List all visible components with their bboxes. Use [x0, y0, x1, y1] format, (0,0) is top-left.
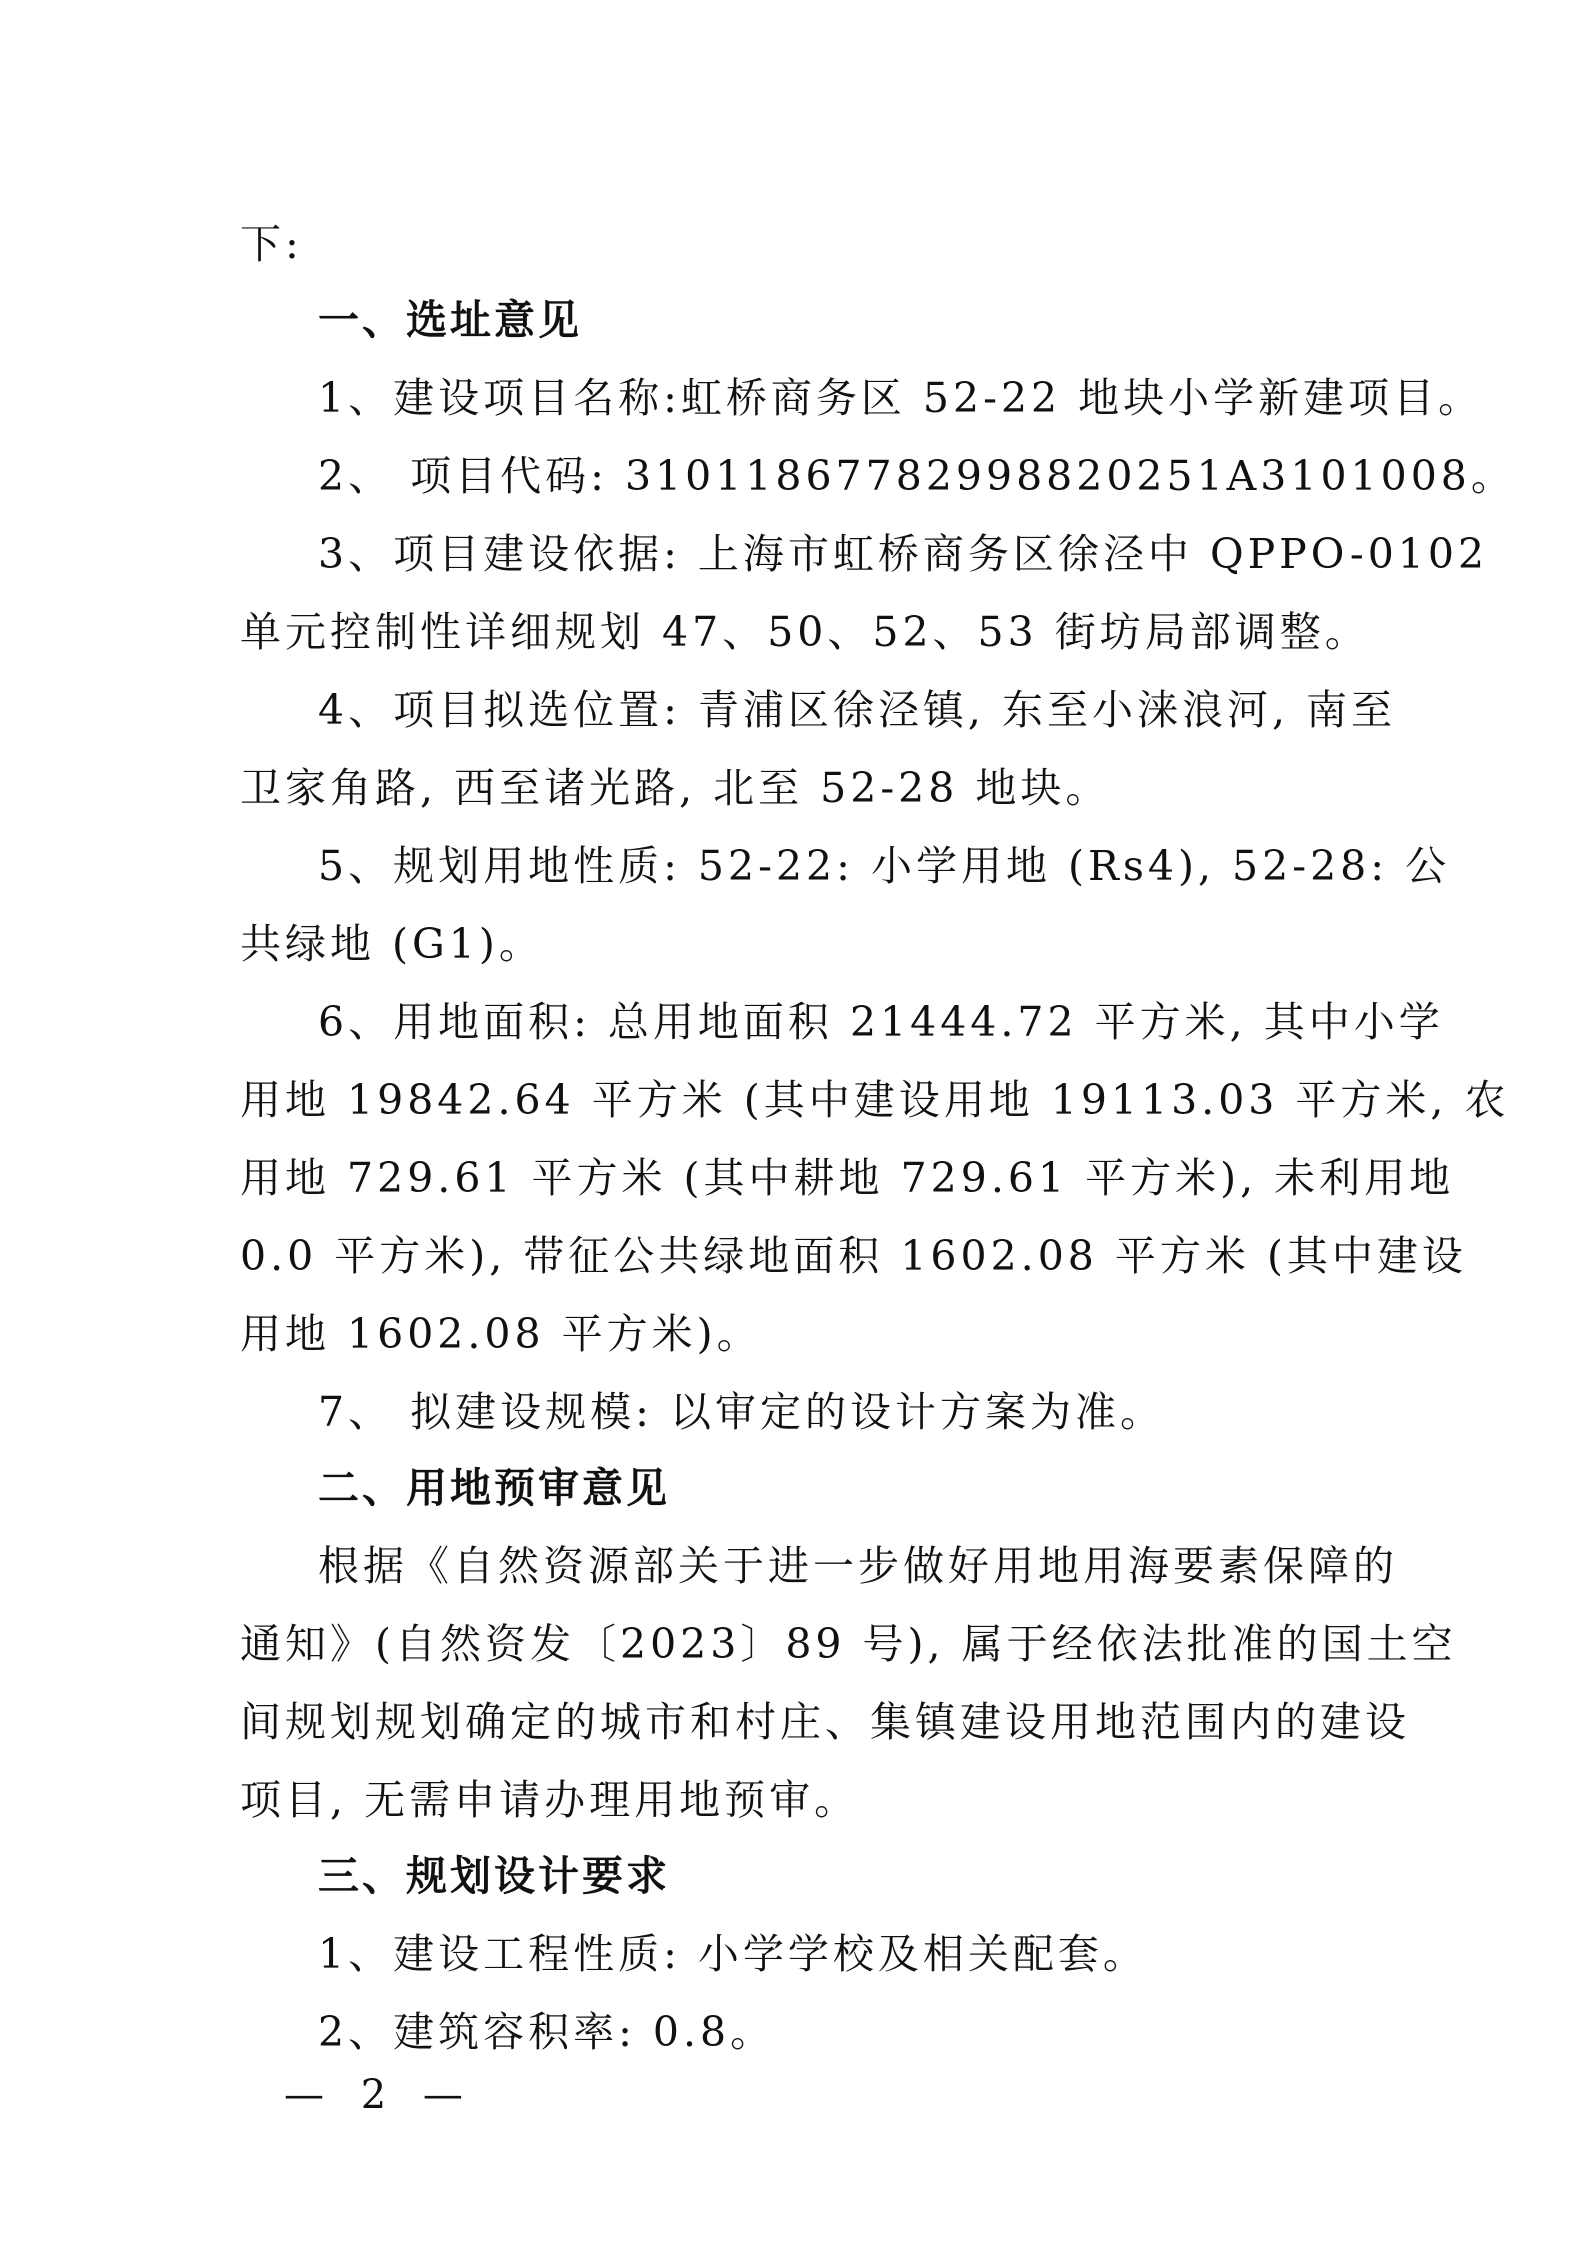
paragraph-line: 5、规划用地性质: 52-22: 小学用地 (Rs4), 52-28: 公 [318, 842, 1451, 890]
paragraph-line: 根据《自然资源部关于进一步做好用地用海要素保障的 [318, 1542, 1398, 1590]
paragraph-line: 项目, 无需申请办理用地预审。 [240, 1776, 860, 1824]
page-number: — 2 — [284, 2072, 475, 2118]
continuation-line: 下: [240, 220, 303, 268]
paragraph-line: 单元控制性详细规划 47、50、52、53 街坊局部调整。 [240, 608, 1370, 656]
paragraph-line: 0.0 平方米), 带征公共绿地面积 1602.08 平方米 (其中建设 [240, 1232, 1467, 1280]
paragraph-line: 用地 19842.64 平方米 (其中建设用地 19113.03 平方米, 农 [240, 1076, 1510, 1124]
paragraph-line: 间规划规划确定的城市和村庄、集镇建设用地范围内的建设 [240, 1698, 1410, 1746]
section-heading-site-selection: 一、选址意见 [318, 296, 582, 344]
section-heading-planning-design: 三、规划设计要求 [318, 1852, 670, 1900]
paragraph-line: 共绿地 (G1)。 [240, 920, 544, 968]
paragraph-line: 3、项目建设依据: 上海市虹桥商务区徐泾中 QPPO-0102 [318, 530, 1489, 578]
paragraph-line: 6、用地面积: 总用地面积 21444.72 平方米, 其中小学 [318, 998, 1444, 1046]
paragraph-line: 2、建筑容积率: 0.8。 [318, 2008, 776, 2056]
paragraph-line: 4、项目拟选位置: 青浦区徐泾镇, 东至小涞浪河, 南至 [318, 686, 1397, 734]
paragraph-line: 通知》(自然资发〔2023〕89 号), 属于经依法批准的国土空 [240, 1620, 1457, 1668]
paragraph-line: 卫家角路, 西至诸光路, 北至 52-28 地块。 [240, 764, 1111, 812]
paragraph-line: 用地 729.61 平方米 (其中耕地 729.61 平方米), 未利用地 [240, 1154, 1455, 1202]
section-heading-land-pre-review: 二、用地预审意见 [318, 1464, 670, 1512]
paragraph-line: 1、建设项目名称:虹桥商务区 52-22 地块小学新建项目。 [318, 374, 1484, 422]
paragraph-line: 2、 项目代码: 310118677829988​20251A3101008。 [318, 452, 1516, 500]
paragraph-line: 7、 拟建设规模: 以审定的设计方案为准。 [318, 1388, 1165, 1436]
paragraph-line: 1、建设工程性质: 小学学校及相关配套。 [318, 1930, 1148, 1978]
paragraph-line: 用地 1602.08 平方米)。 [240, 1310, 762, 1358]
